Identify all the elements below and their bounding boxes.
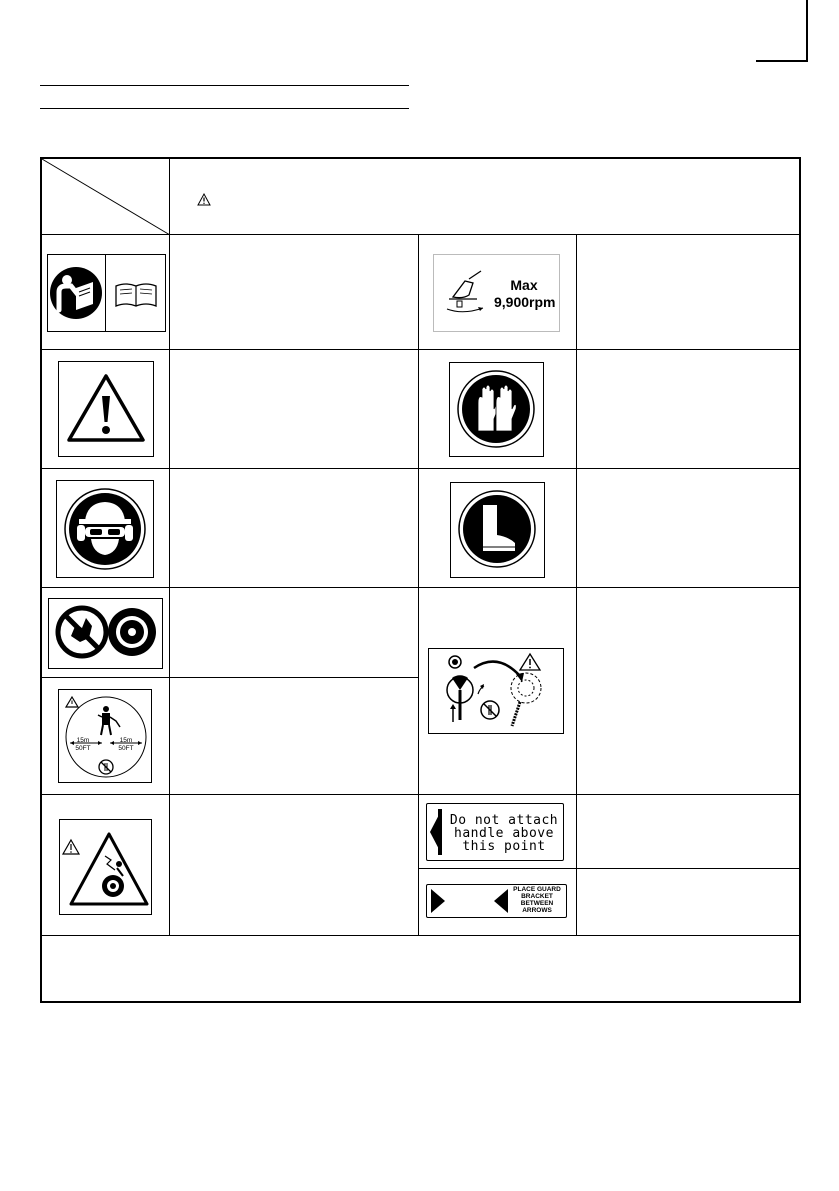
guard-line-3: BETWEEN — [520, 900, 554, 907]
rpm-value: 9,900rpm — [494, 294, 556, 310]
distance-right-ft: 50FT — [118, 745, 134, 752]
warning-triangle-icon — [66, 372, 146, 444]
boots-icon — [457, 489, 537, 569]
read-manual-icon — [49, 266, 103, 320]
attach-line-1: Do not attach — [449, 813, 559, 828]
guard-line-2: BRACKET — [521, 893, 553, 900]
distance-left-ft: 50FT — [75, 745, 91, 752]
no-metal-blade-icon — [56, 606, 108, 658]
col-divider-3 — [576, 235, 577, 936]
blade-thrust-icon — [61, 824, 149, 912]
row-divider-4-left — [42, 677, 419, 678]
kickback-zone-icon — [428, 648, 564, 734]
max-rpm-label — [494, 277, 554, 311]
attach-handle-text — [448, 814, 560, 853]
col-divider-2 — [418, 235, 419, 936]
row-divider-header — [42, 234, 799, 235]
warning-triangle-small-icon — [197, 193, 211, 206]
guard-line-1: PLACE GUARD — [513, 886, 561, 893]
col-divider-1 — [169, 159, 170, 936]
guard-line-4: ARROWS — [522, 907, 552, 914]
distance-right-m: 15m — [119, 737, 133, 744]
gloves-icon — [456, 369, 536, 449]
read-manual-divider — [105, 254, 106, 332]
attach-line-3: this point — [462, 839, 546, 854]
book-icon — [113, 280, 159, 310]
bystander-distance-icon — [62, 693, 148, 779]
left-arrow-icon — [428, 807, 446, 857]
row-divider-2 — [42, 468, 799, 469]
max-label: Max — [510, 277, 538, 293]
row-divider-6-right — [418, 868, 799, 869]
left-triangle-arrow-icon — [493, 888, 509, 914]
row-divider-1 — [42, 349, 799, 350]
helmet-earmuff-goggles-icon — [63, 487, 147, 571]
row-divider-3 — [42, 587, 799, 588]
row-divider-5 — [42, 794, 799, 795]
distance-left-m: 15m — [76, 737, 90, 744]
right-triangle-arrow-icon — [430, 888, 446, 914]
max-rpm-icon — [443, 269, 493, 319]
saw-blade-icon — [106, 606, 158, 658]
attach-line-2: handle above — [454, 826, 554, 841]
guard-bracket-text — [510, 886, 564, 914]
row-divider-footer — [42, 935, 799, 936]
